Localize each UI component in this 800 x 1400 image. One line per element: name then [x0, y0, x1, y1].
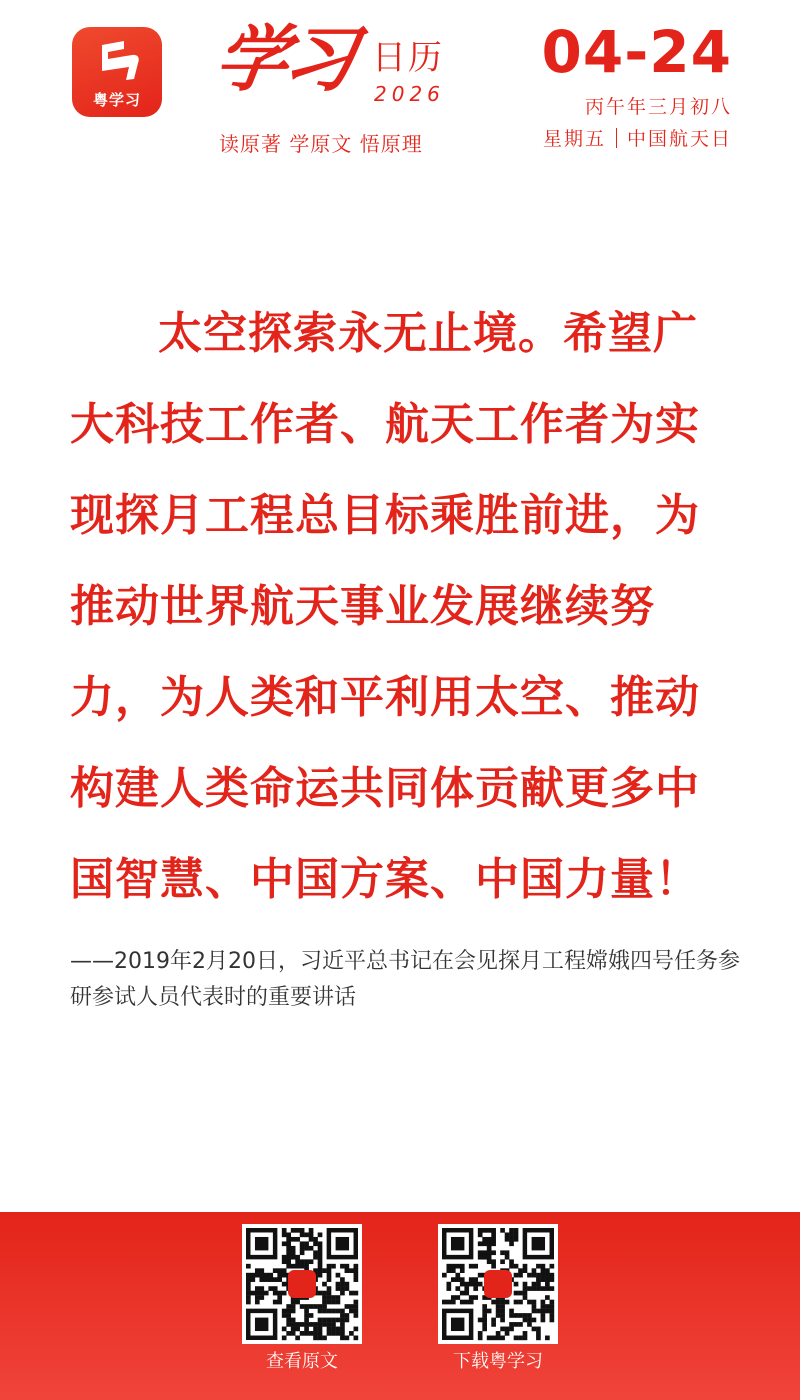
- date-display: 04-24: [541, 18, 732, 86]
- quote-text: 太空探索永无止境。希望广大科技工作者、航天工作者为实现探月工程总目标乘胜前进，为推动世界航天事业发展继续努力，为人类和平利用太空、推动构建人类命运共同体贡献更多中国智慧、中国方案、中国力量！: [70, 308, 700, 905]
- weekday-line: [543, 124, 732, 151]
- qr-caption-download-app[interactable]: 下载粤学习: [453, 1351, 543, 1372]
- quote-source: ——2019年2月20日，习近平总书记在会见探月工程嫦娥四号任务参研参试人员代表时的重要讲话: [70, 949, 740, 1010]
- qr-logo-icon: [484, 1270, 512, 1298]
- year-text: 2026: [374, 82, 445, 106]
- app-logo-icon: [72, 27, 162, 117]
- qr-logo-icon: [288, 1270, 316, 1298]
- slogan: 读原著 学原文 悟原理: [219, 132, 423, 156]
- calendar-word: 日历: [372, 38, 444, 78]
- qr-code-download-app[interactable]: [438, 1224, 558, 1344]
- footer-bar: [0, 1212, 800, 1400]
- qr-code-view-original[interactable]: [242, 1224, 362, 1344]
- lunar-date: 丙午年三月初八: [584, 96, 732, 118]
- weekday: 星期五: [542, 128, 606, 150]
- divider: [616, 128, 617, 148]
- app-logo-label: 粤学习: [92, 91, 141, 109]
- calligraphy-title: 学习: [210, 16, 359, 101]
- observance-day: 中国航天日: [626, 128, 732, 150]
- qr-caption-view-original[interactable]: 查看原文: [266, 1351, 338, 1372]
